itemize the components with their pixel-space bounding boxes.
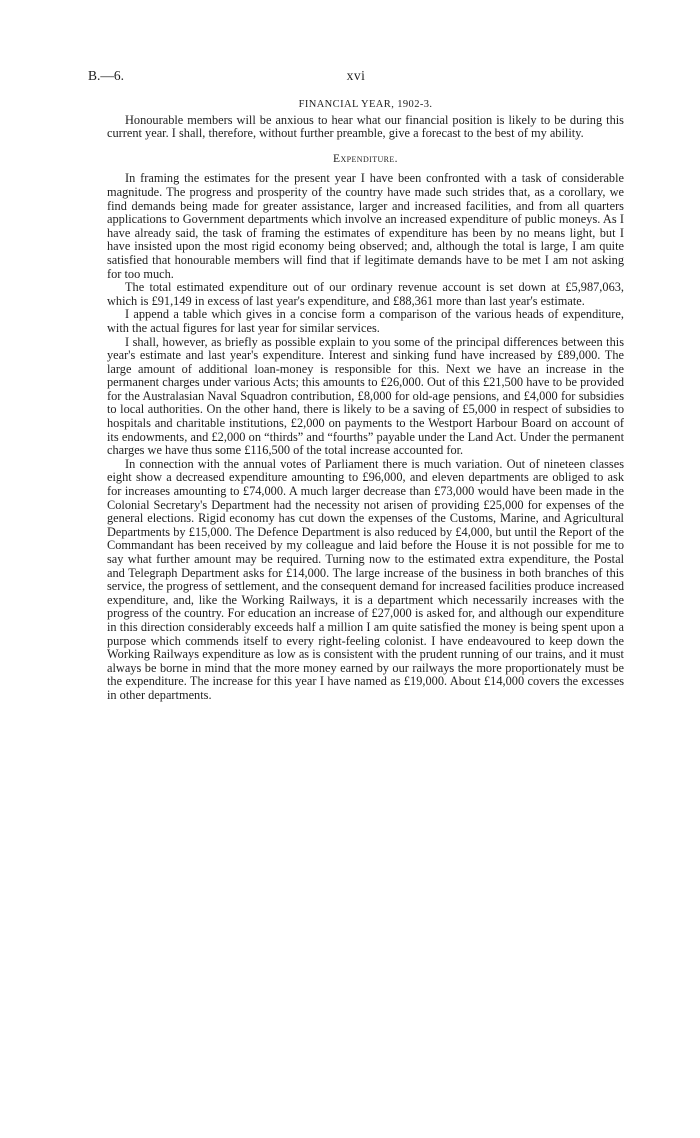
intro-paragraph: Honourable members will be anxious to hear what our financial position is likely to be during this current year. I shall, therefore, without further preamble, give a forecast to the best of my ability.: [107, 112, 624, 141]
paragraph: In connection with the annual votes of Parliament there is much variation. Out of nineteen classes eight show a decreased expenditure amounting to £96,000, and eleven departments are obliged to ask for increases amounting to £74,000. A much larger decrease than £73,000 would have been made in the Colonial Secretary's Department had the necessity not arisen of providing £25,000 for expenses of the general elections. Rigid economy has cut down the expenses of the Customs, Marine, and Agricultural Departments by £15,000. The Defence Department is also reduced by £4,000, but until the Report of the Commandant has been received by my colleague and laid before the House it is not possible for me to say what further amount may be required. Turning now to the estimated extra expenditure, the Postal and Telegraph Department asks for £14,000. The large increase of the business in both branches of this service, the progress of settlement, and the consequent demand for increased facilities produce increased expenditure, and, like the Working Railways, it is a department which necessarily increases with the progress of the country. For education an increase of £27,000 is asked for, and although our expenditure in this direction considerably exceeds half a million I am quite satisfied the money is being spent upon a purpose which commends itself to every right-feeling colonist. I have endeavoured to keep down the Working Railways expenditure as low as is consistent with the prudent running of our trains, and it must always be borne in mind that the more money earned by our railways the more proportionately must be the expenditure. The increase for this year I have named as £19,000. About £14,000 covers the excesses in other departments.: [107, 456, 624, 702]
page-number: xvi: [346, 68, 366, 83]
paragraph: The total estimated expenditure out of our ordinary revenue account is set down at £5,987,063, which is £91,149 in excess of last year's expenditure, and £88,361 more than last year's estimate.: [107, 280, 624, 308]
page-header: [88, 68, 624, 88]
page-reference: B.—6.: [88, 68, 125, 83]
section-heading: Expenditure.: [333, 152, 398, 165]
paragraph: In framing the estimates for the present year I have been confronted with a task of considerable magnitude. The progress and prosperity of the country have made such strides that, as a corollary, we find demands being made for greater assistance, larger and increased facilities, and from all quarters applications to Government departments which involve an increased expenditure of public moneys. As I have already said, the task of framing the estimates of expenditure has been by no means light, but I have insisted upon the most rigid economy being observed; and, although the total is large, I am quite satisfied that honourable members will find that if legitimate demands have to be met I am not asking for too much.: [107, 171, 624, 281]
body-text: [107, 98, 624, 703]
paragraph: I shall, however, as briefly as possible explain to you some of the principal differences between this year's estimate and last year's expenditure. Interest and sinking fund have increased by £89,000. The large amount of additional loan-money is responsible for this. Next we have an increase in the permanent charges under various Acts; this amounts to £26,000. Out of this £21,500 have to be provided for the Australasian Naval Squadron contribution, £8,000 for old-age pensions, and £4,000 for subsidies to local authorities. On the other hand, there is likely to be a saving of £5,000 in respect of subsidies to hospitals and charitable institutions, £2,000 on payments to the Westport Harbour Board on account of its endowments, and £2,000 on “thirds” and “fourths” payable under the Land Act. Under the permanent charges we have thus some £116,500 of the total increase accounted for.: [107, 334, 624, 458]
paragraph: I append a table which gives in a concise form a comparison of the various heads of expenditure, with the actual figures for last year for similar services.: [107, 307, 624, 335]
section-title: FINANCIAL YEAR, 1902-3.: [298, 99, 433, 110]
